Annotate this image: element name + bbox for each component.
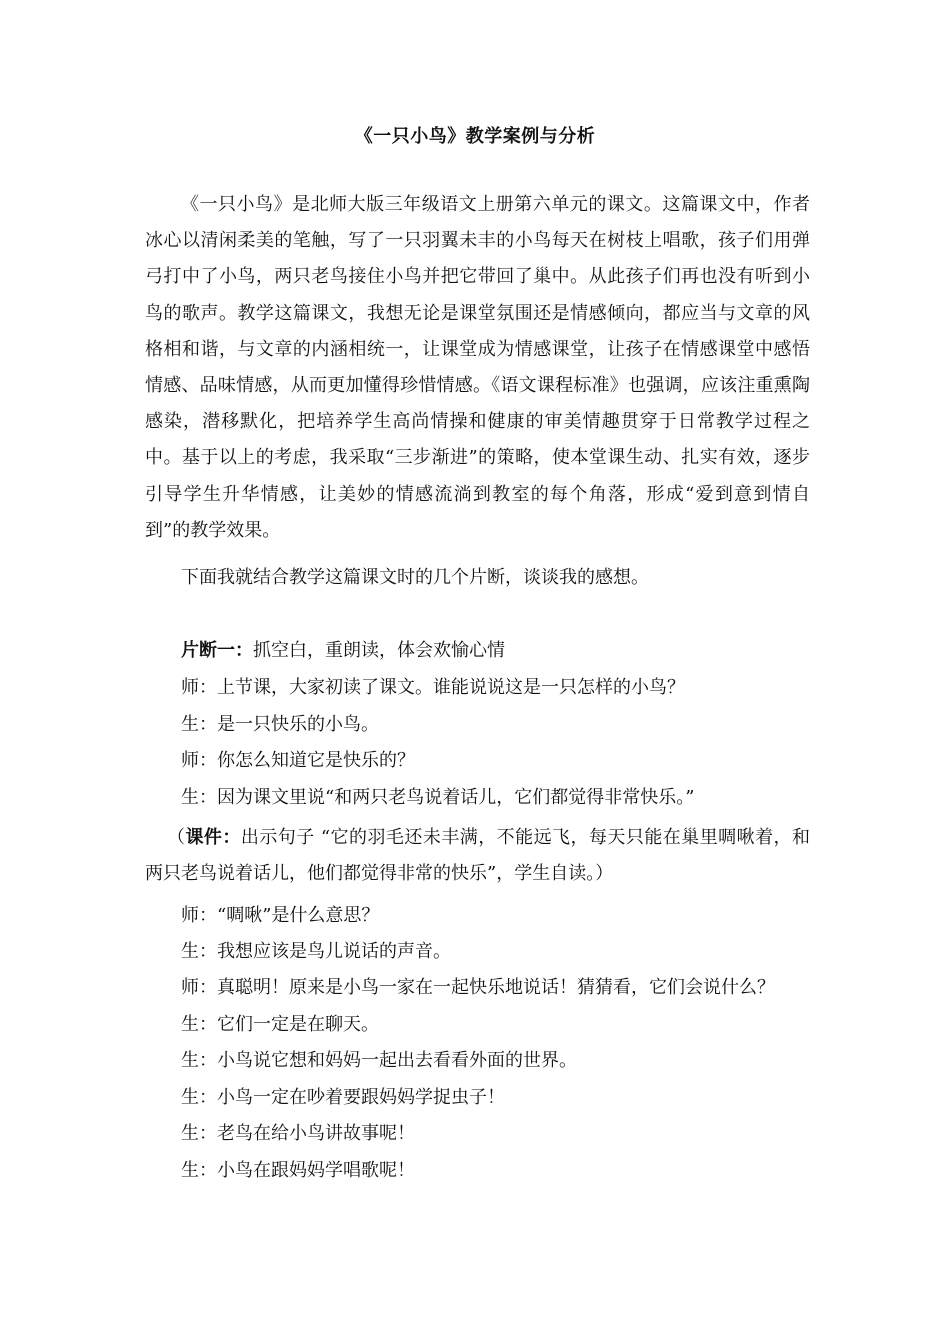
document-title: 《一只小鸟》教学案例与分析 [354,126,596,147]
courseware-open: （ [167,827,186,848]
dialogue-line: 生：因为课文里说“和两只老鸟说着话儿，它们都觉得非常快乐。” [181,787,695,808]
segment-label: 片断一： [181,640,253,661]
lead-line: 下面我就结合教学这篇课文时的几个片断，谈谈我的感想。 [181,567,649,588]
segment-heading [181,638,505,664]
intro-paragraph: 《一只小鸟》是北师大版三年级语文上册第六单元的课文。这篇课文中，作者冰心以清闲柔美的笔触，写了一只羽翼未丰的小鸟每天在树枝上唱歌，孩子们用弹弓打中了小鸟，两只老鸟接住小鸟并把它带回了巢中。从此孩子们再也没有听到小鸟的歌声。教学这篇课文，我想无论是课堂氛围还是情感倾向，都应当与文章的风格相和谐，与文章的内涵相统一，让课堂成为情感课堂，让孩子在情感课堂中感悟情感、品味情感，从而更加懂得珍惜情感。《语文课程标准》也强调，应该注重熏陶感染，潜移默化，把培养学生高尚情操和健康的审美情趣贯穿于日常教学过程之中。基于以上的考虑，我采取“三步渐进”的策略，使本堂课生动、扎实有效，逐步引导学生升华情感，让美妙的情感流淌到教室的每个角落，形成“爱到意到情自到”的教学效果。 [145,194,810,541]
courseware-note [145,820,810,892]
dialogue-line: 生：老鸟在给小鸟讲故事呢！ [181,1123,415,1144]
dialogue-line: 生：小鸟一定在吵着要跟妈妈学捉虫子！ [181,1087,505,1108]
segment-title: 抓空白，重朗读，体会欢愉心情 [253,640,505,661]
dialogue-line: 生：它们一定是在聊天。 [181,1014,379,1035]
dialogue-line: 生：我想应该是鸟儿说话的声音。 [181,941,451,962]
dialogue-line: 师：上节课，大家初读了课文。谁能说说这是一只怎样的小鸟？ [181,677,685,698]
dialogue-line: 生：是一只快乐的小鸟。 [181,714,379,735]
dialogue-line: 师：真聪明！原来是小鸟一家在一起快乐地说话！猜猜看，它们会说什么？ [181,977,775,998]
dialogue-line: 师：你怎么知道它是快乐的？ [181,750,415,771]
courseware-label: 课件： [185,827,241,848]
courseware-text: 出示句子 “它的羽毛还未丰满，不能远飞，每天只能在巢里啁啾着，和两只老鸟说着话儿，他们都觉得非常的快乐”，学生自读。） [145,827,811,884]
dialogue-line: 生：小鸟在跟妈妈学唱歌呢！ [181,1160,415,1181]
dialogue-line: 生：小鸟说它想和妈妈一起出去看看外面的世界。 [181,1050,577,1071]
dialogue-line: 师：“啁啾”是什么意思？ [181,905,380,926]
